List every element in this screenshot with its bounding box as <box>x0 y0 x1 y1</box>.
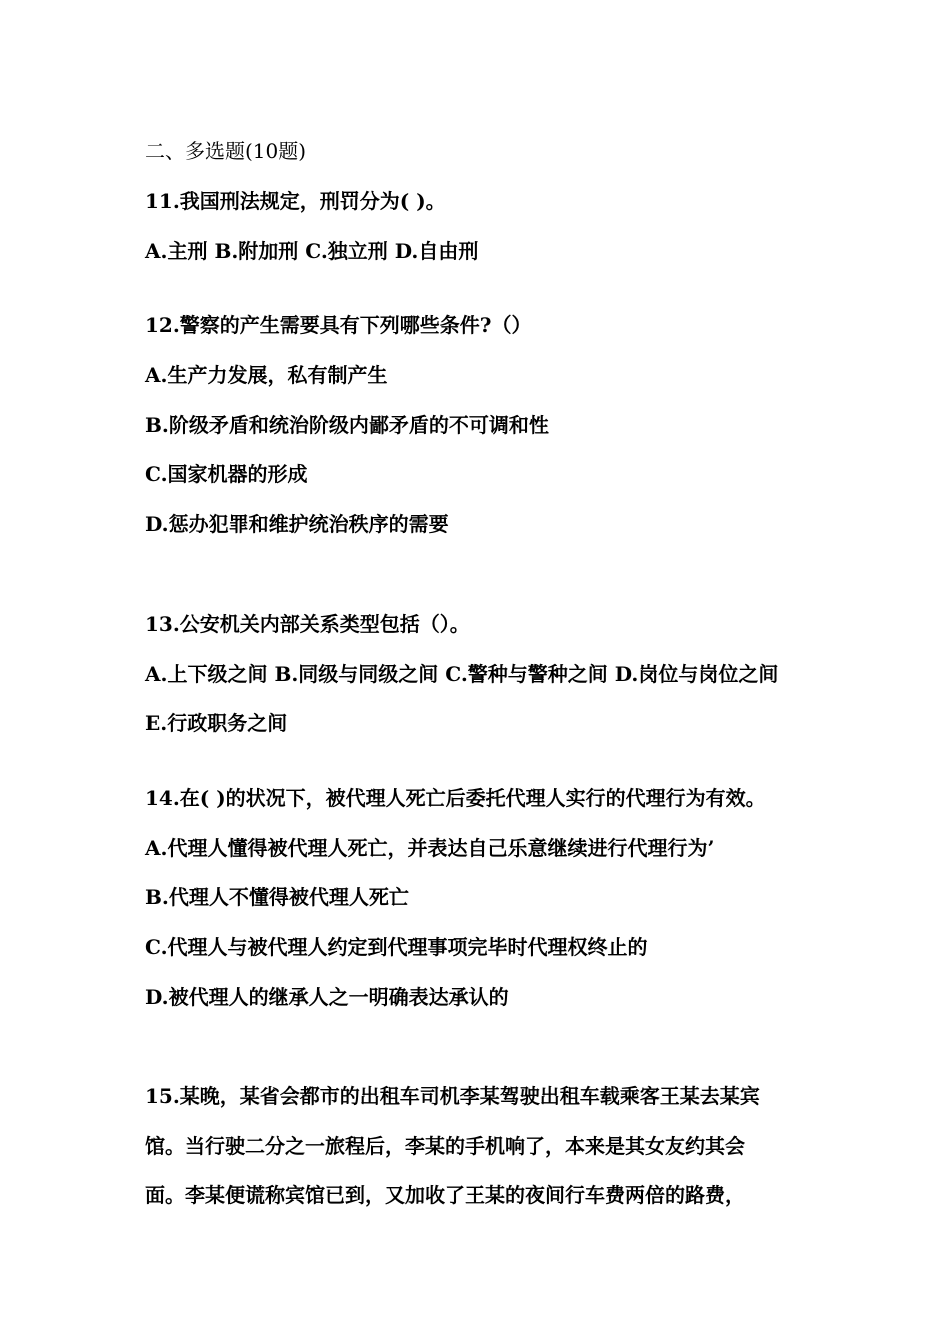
section-heading: 二、多选题(10题) <box>145 139 307 163</box>
question-11-options: A.主刑 B.附加刑 C.独立刑 D.自由刑 <box>145 239 479 263</box>
question-14-option-c: C.代理人与被代理人约定到代理事项完毕时代理权终止的 <box>145 935 648 959</box>
question-11-stem: 11.我国刑法规定，刑罚分为( )。 <box>145 189 446 213</box>
question-15-stem-line-1: 15.某晚，某省会都市的出租车司机李某驾驶出租车载乘客王某去某宾 <box>145 1084 760 1108</box>
question-15-stem-line-2: 馆。当行驶二分之一旅程后，李某的手机响了，本来是其女友约其会 <box>145 1134 745 1158</box>
question-13-options-line-1: A.上下级之间 B.同级与同级之间 C.警种与警种之间 D.岗位与岗位之间 <box>145 662 779 686</box>
question-12-option-b: B.阶级矛盾和统治阶级内鄙矛盾的不可调和性 <box>145 413 549 437</box>
question-12-option-a: A.生产力发展，私有制产生 <box>145 363 388 387</box>
question-12-option-d: D.惩办犯罪和维护统治秩序的需要 <box>145 512 449 536</box>
question-12-stem: 12.警察的产生需要具有下列哪些条件?（） <box>145 313 532 337</box>
question-12-option-c: C.国家机器的形成 <box>145 462 308 486</box>
question-14-option-b: B.代理人不懂得被代理人死亡 <box>145 885 409 909</box>
question-13-options-line-2: E.行政职务之间 <box>145 711 288 735</box>
question-15-stem-line-3: 面。李某便谎称宾馆已到，又加收了王某的夜间行车费两倍的路费， <box>145 1183 745 1207</box>
question-13-stem: 13.公安机关内部关系类型包括（）。 <box>145 612 470 636</box>
question-14-option-d: D.被代理人的继承人之一明确表达承认的 <box>145 985 509 1009</box>
question-14-stem: 14.在( )的状况下，被代理人死亡后委托代理人实行的代理行为有效。 <box>145 786 766 810</box>
question-14-option-a: A.代理人懂得被代理人死亡，并表达自己乐意继续进行代理行为’ <box>145 836 715 860</box>
